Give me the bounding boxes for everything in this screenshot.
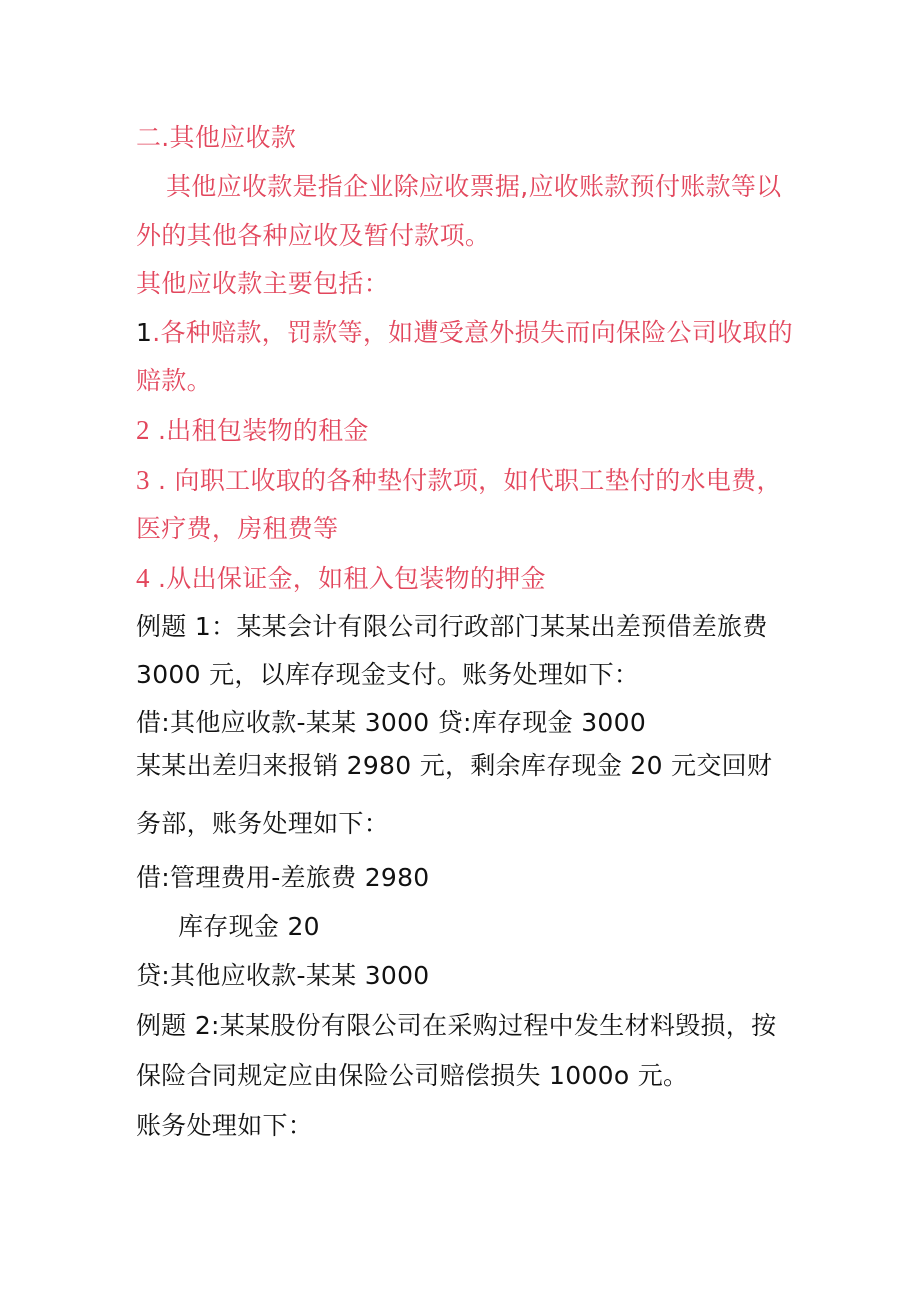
list-item-4 <box>136 561 546 596</box>
example2-line-3: 账务处理如下： <box>136 1111 314 1140</box>
list-item-3-continued: 医疗费，房租费等 <box>136 514 339 543</box>
example1-line-2: 3000 元，以库存现金支付。账务处理如下： <box>136 660 640 689</box>
example2-line-1: 例题 2:某某股份有限公司在采购过程中发生材料毁损，按 <box>136 1011 777 1040</box>
list-item-text: .从出保证金，如租入包装物的押金 <box>149 564 546 593</box>
list-item-text: .出租包装物的租金 <box>149 416 369 445</box>
list-item-text: . 向职工收取的各种垫付款项，如代职工垫付的水电费， <box>149 466 782 495</box>
list-item-3 <box>136 463 782 498</box>
example1-credit-line: 贷:其他应收款-某某 3000 <box>136 961 430 990</box>
example1-line-5: 务部，账务处理如下： <box>136 809 390 838</box>
definition-line-2: 外的其他各种应收及暂付款项。 <box>136 221 491 250</box>
section-heading: 二.其他应收款 <box>136 123 297 152</box>
list-item-number: 1 <box>136 318 153 347</box>
example1-debit-line-2: 库存现金 20 <box>178 912 320 941</box>
example1-journal-entry: 借:其他应收款-某某 3000 贷:库存现金 3000 <box>136 708 647 737</box>
list-item-text: .各种赔款，罚款等，如遭受意外损失而向保险公司收取的 <box>152 318 793 347</box>
example1-line-1: 例题 1：某某会计有限公司行政部门某某出差预借差旅费 <box>136 612 768 641</box>
list-item-number: 4 <box>136 563 150 593</box>
list-item-2 <box>136 413 369 448</box>
list-item-number: 3 <box>136 465 150 495</box>
example1-line-4: 某某出差归来报销 2980 元，剩余库存现金 20 元交回财 <box>136 751 773 780</box>
example2-line-2: 保险合同规定应由保险公司赔偿损失 1000o 元。 <box>136 1061 689 1090</box>
list-item-number: 2 <box>136 415 150 445</box>
list-item-1 <box>136 316 793 350</box>
example1-debit-line: 借:管理费用-差旅费 2980 <box>136 863 430 892</box>
includes-intro: 其他应收款主要包括： <box>136 269 390 298</box>
definition-line-1: 其他应收款是指企业除应收票据,应收账款预付账款等以 <box>166 172 782 201</box>
list-item-1-continued: 赔款。 <box>136 366 212 395</box>
